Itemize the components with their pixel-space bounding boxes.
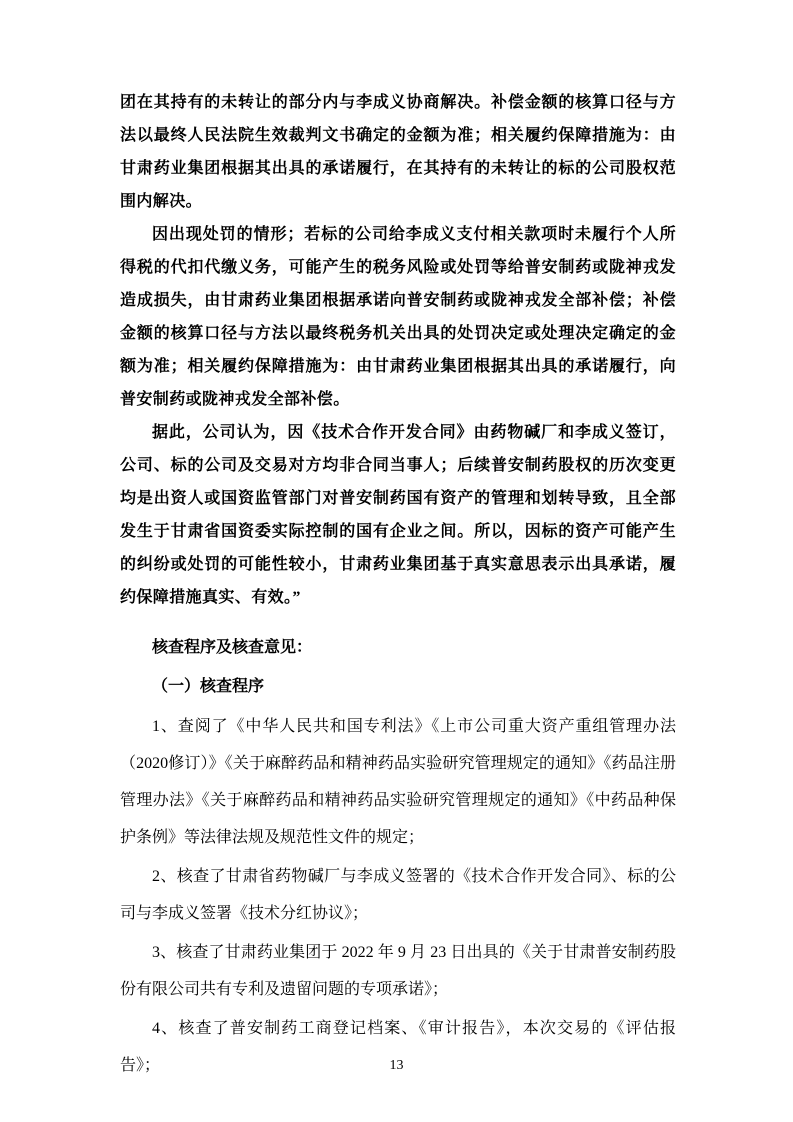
quoted-paragraph-1: 团在其持有的未转让的部分内与李成义协商解决。补偿金额的核算口径与方法以最终人民法院生效裁判文书确定的金额为准；相关履约保障措施为：由甘肃药业集团根据其出具的承诺履行，在其持有的未转让的标的公司股权范围内解决。 — [120, 94, 676, 210]
procedure-item-4: 4、核查了普安制药工商登记档案、《审计报告》，本次交易的《评估报告》； — [120, 1020, 676, 1074]
quoted-paragraph-2: 因出现处罚的情形；若标的公司给李成义支付相关款项时未履行个人所得税的代扣代缴义务，可能产生的税务风险或处罚等给普安制药或陇神戎发造成损失，由甘肃药业集团根据承诺向普安制药或陇神戎发全部补偿；补偿金额的核算口径与方法以最终税务机关出具的处罚决定或处理决定确定的金额为准；相关履约保障措施为：由甘肃药业集团根据其出具的承诺履行，向普安制药或陇神戎发全部补偿。 — [120, 226, 676, 408]
procedure-item-2: 2、核查了甘肃省药物碱厂与李成义签署的《技术合作开发合同》、标的公司与李成义签署《技术分红协议》； — [120, 868, 676, 922]
section-heading: 核查程序及核查意见： — [152, 639, 313, 656]
page-number: 13 — [389, 1058, 404, 1073]
subsection-heading: （一）核查程序 — [152, 678, 265, 695]
page-content — [120, 86, 676, 1084]
procedure-item-3: 3、核查了甘肃药业集团于 2022 年 9 月 23 日出具的《关于甘肃普安制药股份有限公司共有专利及遗留问题的专项承诺》； — [120, 944, 676, 998]
procedure-item-1: 1、查阅了《中华人民共和国专利法》《上市公司重大资产重组管理办法（2020修订）》《关于麻醉药品和精神药品实验研究管理规定的通知》《药品注册管理办法》《关于麻醉药品和精神药品实验研究管理规定的通知》《中药品种保护条例》等法律法规及规范性文件的规定； — [120, 718, 676, 846]
quoted-paragraph-3: 据此，公司认为，因《技术合作开发合同》由药物碱厂和李成义签订，公司、标的公司及交易对方均非合同当事人；后续普安制药股权的历次变更均是出资人或国资监管部门对普安制药国有资产的管理和划转导致，且全部发生于甘肃省国资委实际控制的国有企业之间。所以，因标的资产可能产生的纠纷或处罚的可能性较小，甘肃药业集团基于真实意思表示出具承诺，履约保障措施真实、有效。” — [120, 424, 676, 606]
